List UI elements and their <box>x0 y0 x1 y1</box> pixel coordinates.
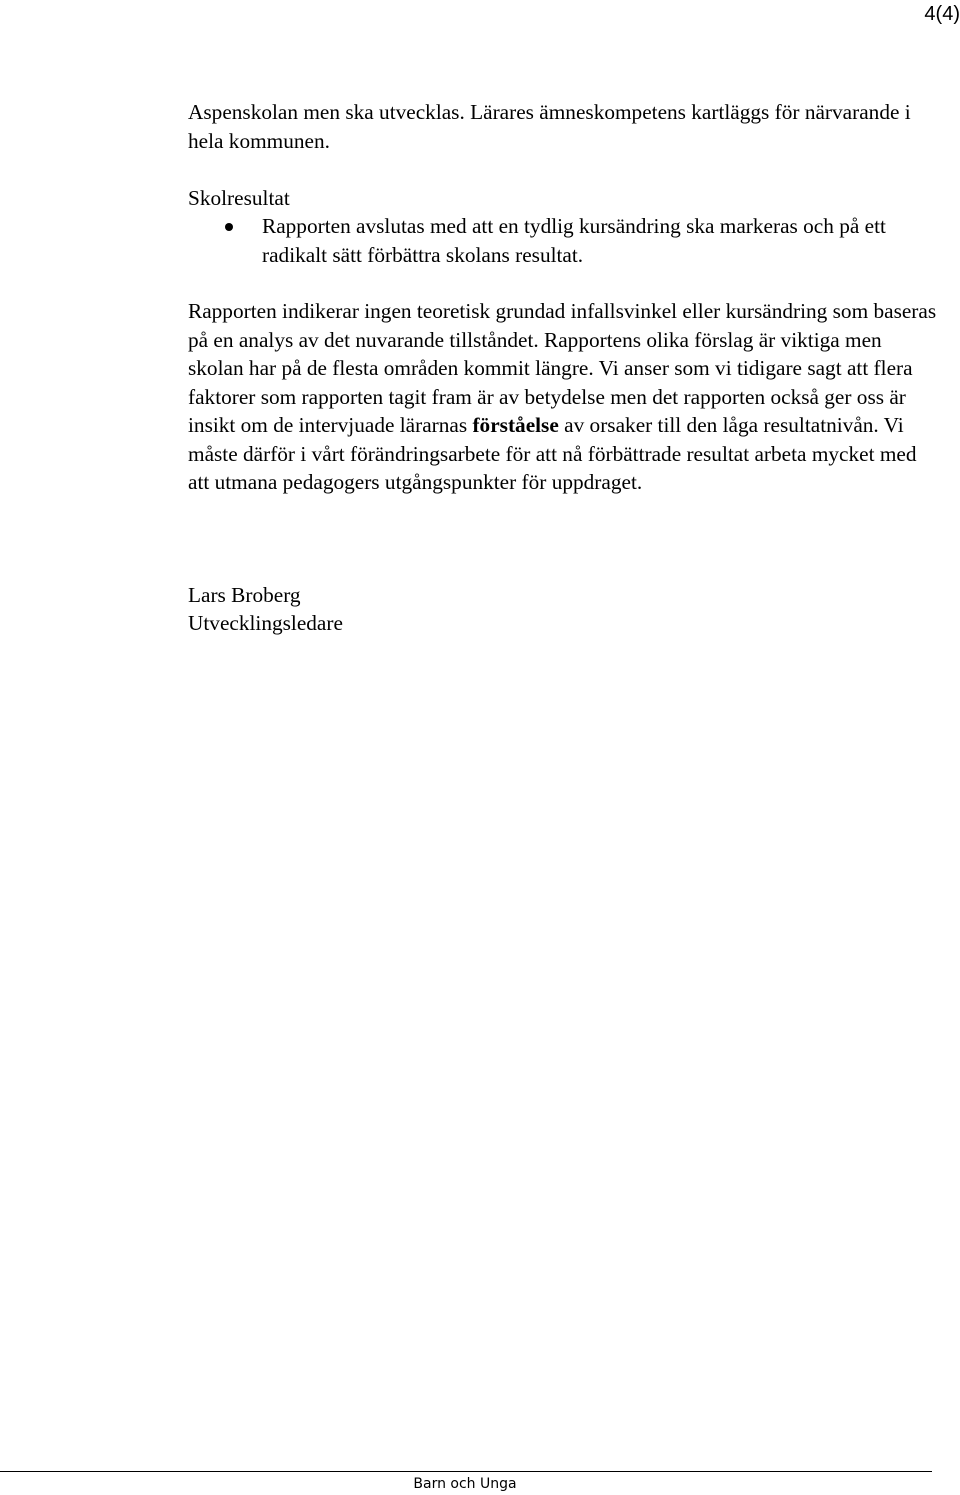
bullet-icon <box>225 223 233 231</box>
signature-title: Utvecklingsledare <box>188 611 343 635</box>
main-paragraph-text-end: av orsaker till den låga resultatnivån. Vi måste därför i vårt förändringsarbete för att nå förbättrade resultat arbeta mycket med att utmana pedagogers utgångspunkter för uppdraget. <box>188 413 917 494</box>
bullet-list <box>188 212 940 269</box>
signature-spacer <box>188 497 940 581</box>
main-paragraph <box>188 297 940 497</box>
section-heading: Skolresultat <box>188 185 290 210</box>
emphasized-word: förståelse <box>472 413 559 437</box>
main-paragraph-text-start: Rapporten indikerar ingen teoretisk grundad infallsvinkel eller kursändring som baseras på en analys av det nuvarande tillståndet. Rapportens olika förslag är viktiga men skolan har på de flesta områden kommit längre. Vi anser som vi tidigare sagt att flera faktorer som rapporten tagit fram är av betydelse men det rapporten också ger oss är insikt om de intervjuade lärarnas <box>188 299 937 437</box>
intro-paragraph: Aspenskolan men ska utvecklas. Lärares ämneskompetens kartläggs för närvarande i hela kommunen. <box>188 100 911 153</box>
bullet-item <box>188 212 940 269</box>
page-number: 4(4) <box>924 3 960 25</box>
paragraph-spacer <box>188 155 940 184</box>
footer-divider <box>0 1471 932 1472</box>
footer <box>0 1475 932 1493</box>
paragraph-spacer <box>188 269 940 297</box>
bullet-text: Rapporten avslutas med att en tydlig kursändring ska markeras och på ett radikalt sätt förbättra skolans resultat. <box>262 214 886 267</box>
document-body <box>188 98 940 638</box>
footer-text: Barn och Unga <box>413 1476 517 1492</box>
signature-name: Lars Broberg <box>188 582 301 607</box>
